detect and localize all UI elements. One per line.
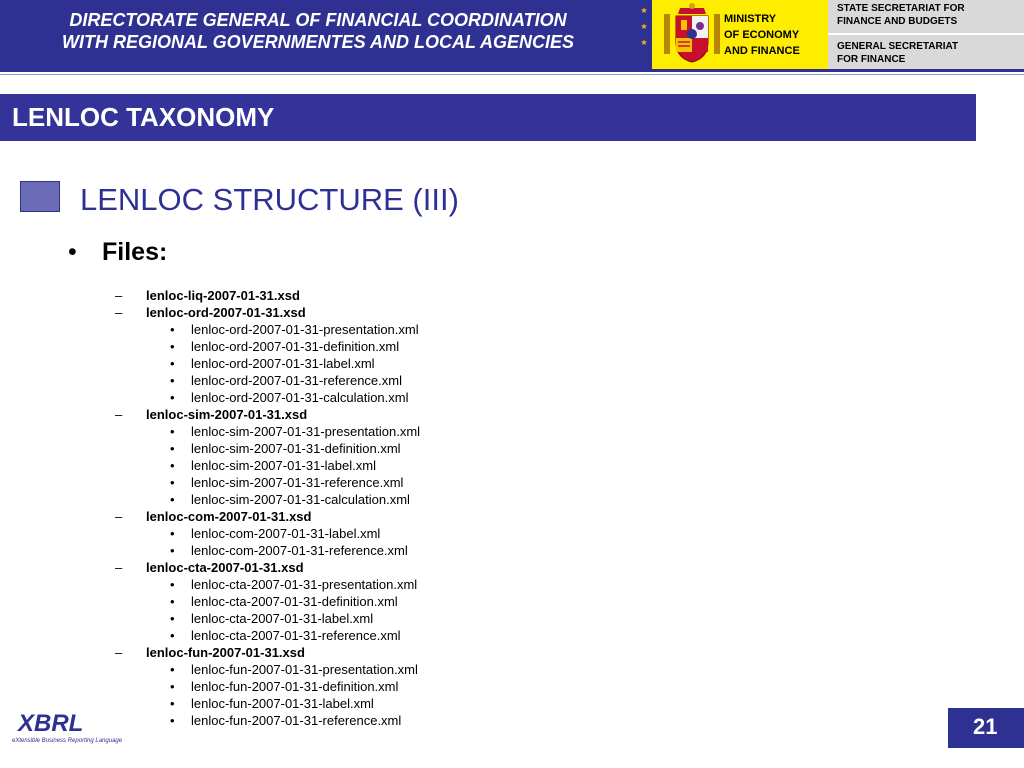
dash-bullet-icon: –	[115, 305, 123, 320]
file-name: lenloc-cta-2007-01-31-label.xml	[191, 611, 374, 626]
slide-header	[0, 0, 1024, 72]
linkbase-file-item	[0, 338, 700, 355]
xbrl-logo-tagline: eXtensible Business Reporting Language	[12, 738, 123, 744]
linkbase-file-item	[0, 389, 700, 406]
file-name: lenloc-fun-2007-01-31-presentation.xml	[191, 662, 418, 677]
linkbase-file-item	[0, 423, 700, 440]
eu-stars-strip	[636, 0, 652, 69]
file-name: lenloc-sim-2007-01-31-presentation.xml	[191, 424, 421, 439]
file-name: lenloc-liq-2007-01-31.xsd	[146, 288, 300, 303]
schema-file-item	[0, 508, 700, 525]
bullet-icon: •	[170, 594, 175, 609]
header-divider-thin	[0, 74, 1024, 75]
schema-file-item	[0, 406, 700, 423]
file-name: lenloc-cta-2007-01-31.xsd	[146, 560, 304, 575]
file-name: lenloc-fun-2007-01-31-label.xml	[191, 696, 374, 711]
xbrl-logo-text: XBRL	[18, 710, 84, 737]
general-secretariat-box	[828, 35, 1024, 69]
bullet-icon: •	[170, 373, 175, 388]
ministry-line-2: OF ECONOMY	[724, 29, 800, 41]
file-name: lenloc-cta-2007-01-31-definition.xml	[191, 594, 398, 609]
file-name: lenloc-fun-2007-01-31.xsd	[146, 645, 305, 660]
section-heading: LENLOC STRUCTURE (III)	[80, 182, 459, 217]
linkbase-file-item	[0, 610, 700, 627]
dash-bullet-icon: –	[115, 509, 123, 524]
linkbase-file-item	[0, 525, 700, 542]
spain-coat-of-arms-icon	[662, 2, 722, 66]
dash-bullet-icon: –	[115, 407, 123, 422]
file-name: lenloc-cta-2007-01-31-presentation.xml	[191, 577, 418, 592]
file-name: lenloc-ord-2007-01-31.xsd	[146, 305, 306, 320]
bullet-icon: •	[68, 238, 77, 266]
linkbase-file-item	[0, 627, 700, 644]
bullet-icon: •	[170, 713, 175, 728]
dash-bullet-icon: –	[115, 288, 123, 303]
linkbase-file-item	[0, 576, 700, 593]
directorate-line-1: DIRECTORATE GENERAL OF FINANCIAL COORDINATION	[69, 10, 567, 30]
directorate-banner	[0, 0, 636, 69]
file-name: lenloc-sim-2007-01-31-label.xml	[191, 458, 376, 473]
file-name: lenloc-sim-2007-01-31-reference.xml	[191, 475, 404, 490]
bullet-icon: •	[170, 475, 175, 490]
linkbase-file-item	[0, 661, 700, 678]
schema-file-item	[0, 304, 700, 321]
linkbase-file-item	[0, 542, 700, 559]
state-sec-line-1: STATE SECRETARIAT FOR	[837, 3, 965, 14]
linkbase-file-item	[0, 372, 700, 389]
bullet-icon: •	[170, 458, 175, 473]
bullet-icon: •	[170, 492, 175, 507]
gen-sec-line-2: FOR FINANCE	[837, 54, 906, 65]
file-name: lenloc-ord-2007-01-31-label.xml	[191, 356, 375, 371]
linkbase-file-item	[0, 457, 700, 474]
file-name: lenloc-ord-2007-01-31-definition.xml	[191, 339, 400, 354]
linkbase-file-item	[0, 678, 700, 695]
file-name: lenloc-fun-2007-01-31-reference.xml	[191, 713, 402, 728]
file-name: lenloc-ord-2007-01-31-presentation.xml	[191, 322, 419, 337]
files-bullet	[68, 238, 167, 267]
file-name: lenloc-ord-2007-01-31-calculation.xml	[191, 390, 409, 405]
schema-file-item	[0, 559, 700, 576]
ministry-box	[652, 0, 828, 69]
file-name: lenloc-ord-2007-01-31-reference.xml	[191, 373, 402, 388]
directorate-line-2: WITH REGIONAL GOVERNMENTES AND LOCAL AGENCIES	[61, 32, 575, 52]
page-number: 21	[948, 708, 1024, 748]
linkbase-file-item	[0, 491, 700, 508]
bullet-icon: •	[170, 322, 175, 337]
bullet-icon: •	[170, 543, 175, 558]
section-square-icon	[20, 181, 60, 212]
bullet-icon: •	[170, 390, 175, 405]
file-name: lenloc-cta-2007-01-31-reference.xml	[191, 628, 401, 643]
bullet-icon: •	[170, 526, 175, 541]
bullet-icon: •	[170, 696, 175, 711]
linkbase-file-item	[0, 355, 700, 372]
star-icon: ★	[640, 38, 648, 47]
header-divider	[0, 69, 1024, 72]
dash-bullet-icon: –	[115, 560, 123, 575]
state-secretariat-box	[828, 0, 1024, 33]
file-list	[0, 287, 700, 729]
star-icon: ★	[640, 22, 648, 31]
files-label: Files:	[102, 238, 168, 266]
bullet-icon: •	[170, 339, 175, 354]
bullet-icon: •	[170, 424, 175, 439]
bullet-icon: •	[170, 662, 175, 677]
dash-bullet-icon: –	[115, 645, 123, 660]
bullet-icon: •	[170, 611, 175, 626]
gen-sec-line-1: GENERAL SECRETARIAT	[837, 41, 959, 52]
xbrl-logo	[12, 710, 123, 752]
file-name: lenloc-sim-2007-01-31.xsd	[146, 407, 308, 422]
bullet-icon: •	[170, 356, 175, 371]
title-bar	[0, 94, 976, 141]
file-name: lenloc-com-2007-01-31-label.xml	[191, 526, 381, 541]
bullet-icon: •	[170, 441, 175, 456]
file-name: lenloc-com-2007-01-31.xsd	[146, 509, 312, 524]
file-name: lenloc-sim-2007-01-31-calculation.xml	[191, 492, 410, 507]
ministry-line-1: MINISTRY	[724, 13, 777, 25]
bullet-icon: •	[170, 577, 175, 592]
ministry-name	[724, 11, 800, 59]
slide-title: LENLOC TAXONOMY	[12, 102, 275, 132]
star-icon: ★	[640, 6, 648, 15]
bullet-icon: •	[170, 628, 175, 643]
file-name: lenloc-fun-2007-01-31-definition.xml	[191, 679, 399, 694]
file-name: lenloc-com-2007-01-31-reference.xml	[191, 543, 408, 558]
bullet-icon: •	[170, 679, 175, 694]
state-sec-line-2: FINANCE AND BUDGETS	[837, 16, 958, 27]
schema-file-item	[0, 644, 700, 661]
linkbase-file-item	[0, 474, 700, 491]
file-name: lenloc-sim-2007-01-31-definition.xml	[191, 441, 401, 456]
schema-file-item	[0, 287, 700, 304]
ministry-line-3: AND FINANCE	[724, 45, 800, 57]
linkbase-file-item	[0, 440, 700, 457]
linkbase-file-item	[0, 321, 700, 338]
linkbase-file-item	[0, 593, 700, 610]
